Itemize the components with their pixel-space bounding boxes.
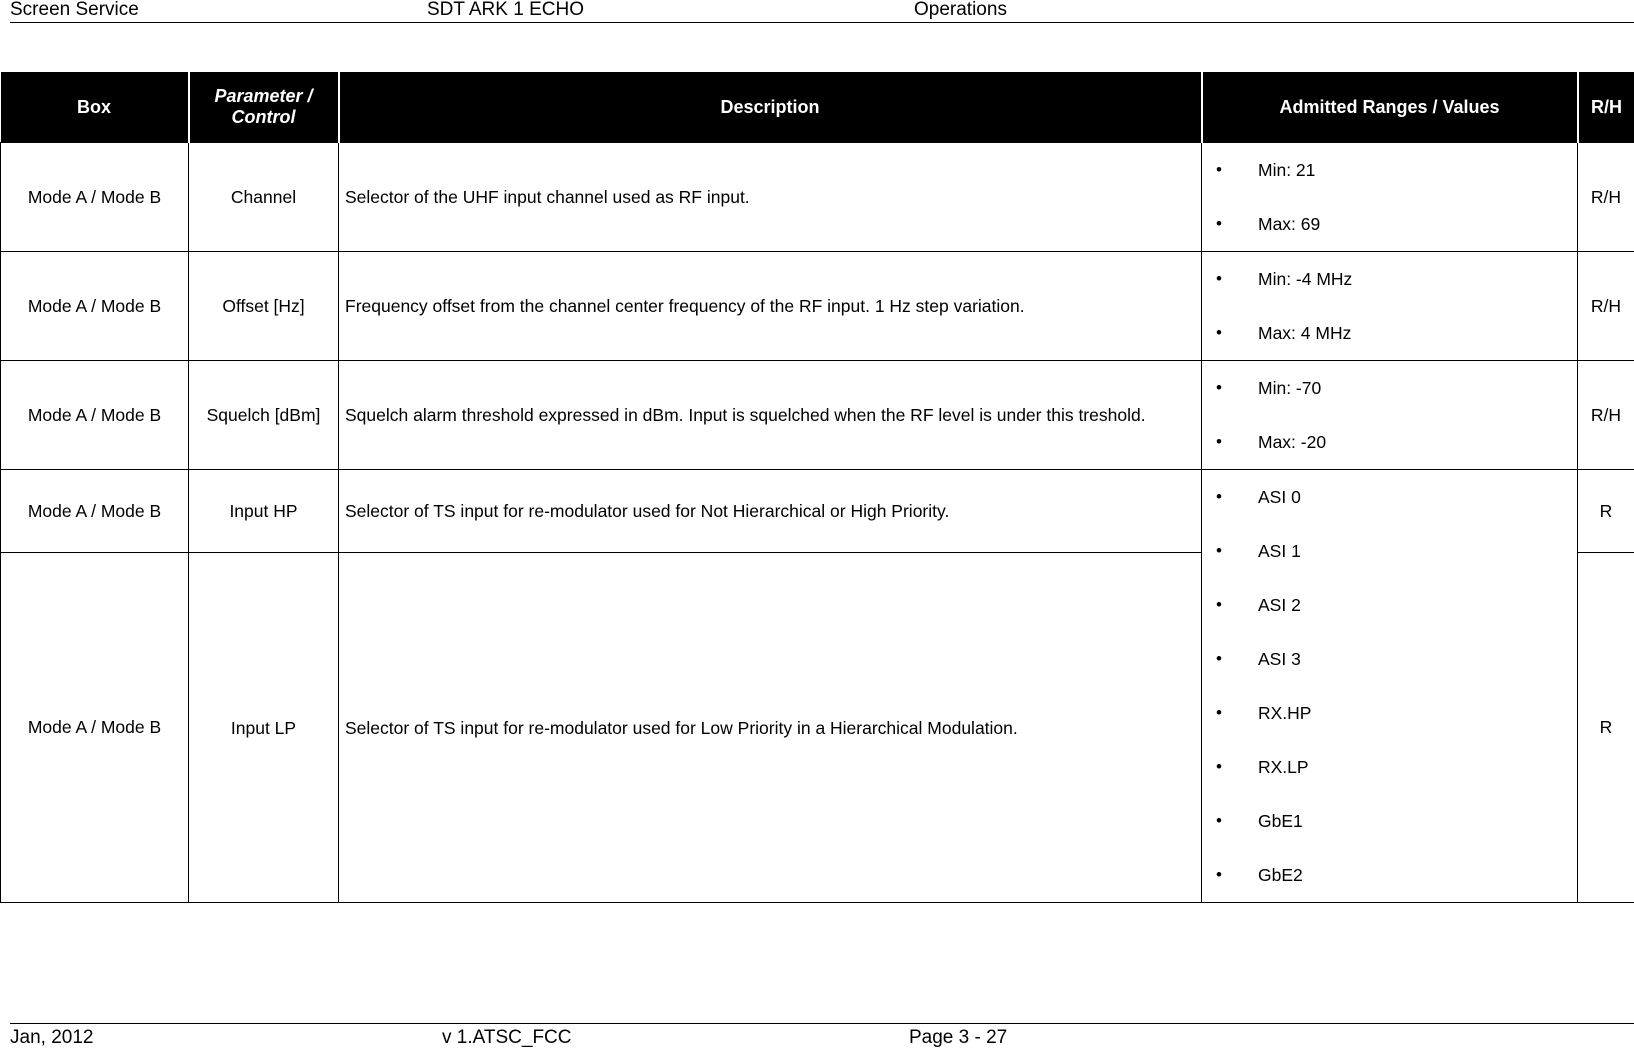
list-item [1208,848,1571,902]
list-item [1208,470,1571,524]
range-value: Min: 21 [1258,160,1315,180]
cell-box: Mode A / Mode B [1,252,189,361]
list-item [1208,632,1571,686]
table-row [1,361,1634,470]
cell-parameter: Input HP [189,470,339,553]
cell-parameter: Squelch [dBm] [189,361,339,470]
range-value: ASI 1 [1258,541,1301,561]
parameters-table [0,72,1634,903]
cell-description: Frequency offset from the channel center frequency of the RF input. 1 Hz step variation. [339,252,1202,361]
bullet-icon: • [1216,470,1222,524]
col-header-ranges: Admitted Ranges / Values [1202,72,1578,143]
bullet-icon: • [1216,524,1222,578]
col-header-rh: R/H [1578,72,1634,143]
bullet-icon: • [1216,632,1222,686]
cell-box: Mode A / Mode B [1,470,189,553]
header-right: Operations [914,0,1007,20]
cell-description: Squelch alarm threshold expressed in dBm. Input is squelched when the RF level is under this treshold. [339,361,1202,470]
list-item [1208,686,1571,740]
range-value: ASI 3 [1258,649,1301,669]
range-value: Min: -70 [1258,378,1321,398]
table-row [1,470,1634,553]
list-item [1208,306,1571,360]
range-value: RX.HP [1258,703,1311,723]
list-item [1208,794,1571,848]
cell-rh: R/H [1578,361,1634,470]
bullet-icon: • [1216,143,1222,197]
bullet-icon: • [1216,686,1222,740]
range-value: Max: 69 [1258,214,1320,234]
range-value: Max: -20 [1258,432,1326,452]
list-item [1208,578,1571,632]
bullet-icon: • [1216,578,1222,632]
cell-rh: R/H [1578,143,1634,252]
cell-box: Mode A / Mode B [1,361,189,470]
cell-rh: R [1578,553,1634,903]
range-list [1208,361,1571,469]
cell-ranges [1202,252,1578,361]
range-value: Min: -4 MHz [1258,269,1352,289]
header-left: Screen Service [10,0,139,20]
bullet-icon: • [1216,740,1222,794]
table-header-row [1,72,1634,143]
range-value: GbE2 [1258,865,1303,885]
cell-box: Mode A / Mode B [1,553,189,903]
range-value: RX.LP [1258,757,1309,777]
cell-parameter: Input LP [189,553,339,903]
list-item [1208,415,1571,469]
page-header [10,0,1634,23]
col-header-box: Box [1,72,189,143]
range-value: ASI 2 [1258,595,1301,615]
cell-ranges [1202,361,1578,470]
range-list [1208,143,1571,251]
list-item [1208,252,1571,306]
range-list [1208,252,1571,360]
bullet-icon: • [1216,197,1222,251]
range-value: Max: 4 MHz [1258,323,1351,343]
list-item [1208,524,1571,578]
bullet-icon: • [1216,415,1222,469]
cell-parameter: Channel [189,143,339,252]
header-center: SDT ARK 1 ECHO [427,0,584,20]
bullet-icon: • [1216,848,1222,902]
cell-parameter: Offset [Hz] [189,252,339,361]
footer-version: v 1.ATSC_FCC [442,1028,572,1048]
cell-description: Selector of TS input for re-modulator used for Low Priority in a Hierarchical Modulation. [339,553,1202,903]
list-item [1208,197,1571,251]
cell-description: Selector of TS input for re-modulator used for Not Hierarchical or High Priority. [339,470,1202,553]
cell-ranges [1202,143,1578,252]
cell-ranges-shared [1202,470,1578,903]
footer-date: Jan, 2012 [10,1028,93,1048]
footer-page-number: Page 3 - 27 [909,1028,1007,1048]
bullet-icon: • [1216,306,1222,360]
table-row [1,252,1634,361]
bullet-icon: • [1216,252,1222,306]
range-value: ASI 0 [1258,487,1301,507]
cell-description: Selector of the UHF input channel used as RF input. [339,143,1202,252]
table-row [1,143,1634,252]
cell-box: Mode A / Mode B [1,143,189,252]
bullet-icon: • [1216,794,1222,848]
range-list [1208,470,1571,902]
col-header-parameter: Parameter / Control [189,72,339,143]
cell-rh: R/H [1578,252,1634,361]
col-header-description: Description [339,72,1202,143]
range-value: GbE1 [1258,811,1303,831]
bullet-icon: • [1216,361,1222,415]
list-item [1208,361,1571,415]
list-item [1208,143,1571,197]
cell-rh: R [1578,470,1634,553]
page-footer [10,1023,1634,1051]
list-item [1208,740,1571,794]
